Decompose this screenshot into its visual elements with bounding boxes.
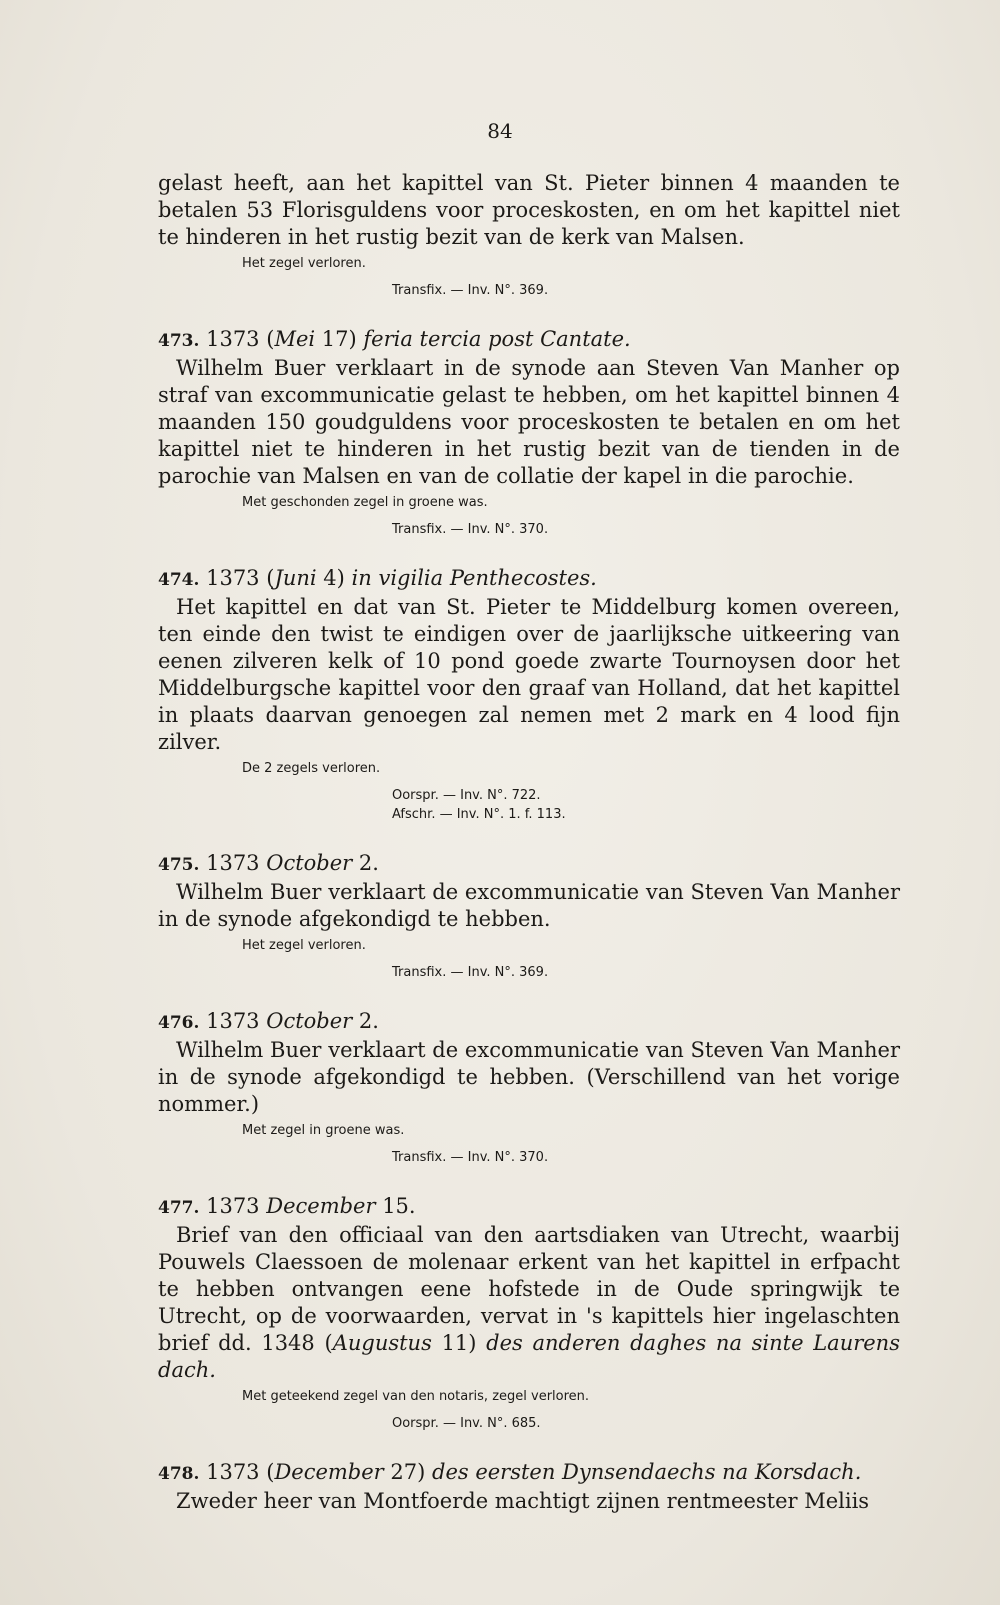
date-month: December [274, 1460, 384, 1484]
entry-476 [158, 1008, 900, 1167]
entry-year: 1373 [206, 327, 260, 351]
entry-text: Zweder heer van Montfoerde machtigt zijnen rentmeester Meliis [176, 1489, 870, 1513]
entry-year: 1373 [206, 851, 260, 875]
feast-day: in vigilia Penthecostes. [351, 566, 597, 590]
date-month: December [266, 1194, 376, 1218]
archive-reference: Transfix. — Inv. N°. 369. [392, 965, 549, 980]
content-column [158, 170, 900, 1515]
entry-number: 473. [158, 331, 200, 351]
entry-text: Het kapittel en dat van St. Pieter te Middelburg komen overeen, ten einde den twist te eindigen over de jaarlijksche uitkeering van eenen zilveren kelk of 10 pond goede zwarte Tournoysen door het Middelburgsche kapittel voor den graaf van Holland, dat het kapittel in plaats daarvan genoegen zal nemen met 2 mark en 4 lood fijn zilver. [158, 595, 900, 754]
date-month: October [266, 851, 353, 875]
page-number: 84 [487, 119, 513, 143]
entry-474 [158, 565, 900, 824]
date-month: Augustus [332, 1331, 432, 1355]
date-month: Juni [274, 566, 317, 590]
date-day: 15. [375, 1194, 416, 1218]
date-day: 17) [315, 327, 357, 351]
entry-477 [158, 1193, 900, 1433]
entry-heading [158, 1193, 900, 1222]
date-day: 27) [383, 1460, 426, 1484]
feast-day: feria tercia post Cantate. [363, 327, 631, 351]
entry-475 [158, 850, 900, 982]
intro-block [158, 170, 900, 300]
entry-number: 474. [158, 570, 200, 590]
date-month: Mei [274, 327, 316, 351]
entry-heading [158, 326, 900, 355]
date-day: 2. [352, 1009, 379, 1033]
archive-reference: Afschr. — Inv. N°. 1. f. 113. [392, 807, 566, 822]
seal-note: Met geteekend zegel van den notaris, zegel verloren. [242, 1389, 590, 1404]
date-day: 4) [316, 566, 345, 590]
entry-year: 1373 [206, 1460, 260, 1484]
entry-number: 478. [158, 1464, 200, 1484]
entry-number: 477. [158, 1198, 200, 1218]
seal-note: Met geschonden zegel in groene was. [242, 495, 488, 510]
archive-reference: Transfix. — Inv. N°. 370. [392, 522, 549, 537]
entry-year: 1373 [206, 1194, 260, 1218]
archive-reference: Oorspr. — Inv. N°. 722. [392, 788, 541, 803]
date-open: ( [324, 1331, 333, 1355]
entry-year: 1373 [206, 566, 260, 590]
seal-note: Het zegel verloren. [242, 938, 366, 953]
feast-day: des anderen daghes na sinte Laurens dach. [158, 1331, 900, 1382]
seal-note: Met zegel in groene was. [242, 1123, 405, 1138]
entry-478 [158, 1459, 900, 1515]
entry-text-body: Brief van den officiaal van den aartsdiaken van Utrecht, waarbij Pouwels Claessoen de molenaar erkent van het kapittel in erfpacht te hebben ontvangen eene hofstede in de Oude springwijk te Utrecht, op de voorwaarden, vervat in 's kapittels hier ingelaschten brief dd. 1348 [158, 1223, 900, 1355]
feast-day: des eersten Dynsendaechs na Korsdach. [432, 1460, 862, 1484]
date-open: ( [266, 327, 275, 351]
entry-text: Wilhelm Buer verklaart de excommunicatie van Steven Van Manher in de synode afgekondigd te hebben. (Verschillend van het vorige nommer.) [158, 1038, 900, 1116]
entry-heading [158, 1459, 900, 1488]
date-open: ( [266, 1460, 275, 1484]
entry-heading [158, 565, 900, 594]
date-day: 2. [352, 851, 379, 875]
entry-number: 476. [158, 1013, 200, 1033]
archive-reference: Transfix. — Inv. N°. 370. [392, 1150, 549, 1165]
entry-text: Wilhelm Buer verklaart de excommunicatie van Steven Van Manher in de synode afgekondigd te hebben. [158, 880, 900, 931]
intro-text: gelast heeft, aan het kapittel van St. Pieter binnen 4 maanden te betalen 53 Florisguldens voor proceskosten, en om het kapittel niet te hinderen in het rustig bezit van de kerk van Malsen. [158, 171, 900, 249]
archive-reference: Transfix. — Inv. N°. 369. [392, 283, 549, 298]
date-month: October [266, 1009, 353, 1033]
entry-heading [158, 1008, 900, 1037]
date-open: ( [266, 566, 275, 590]
entry-heading [158, 850, 900, 879]
entry-473 [158, 326, 900, 539]
entry-text [158, 1222, 900, 1384]
entry-number: 475. [158, 855, 200, 875]
seal-note: De 2 zegels verloren. [242, 761, 381, 776]
entry-text: Wilhelm Buer verklaart in de synode aan Steven Van Manher op straf van excommunicatie gelast te hebben, om het kapittel binnen 4 maanden 150 goudguldens voor proceskosten te betalen en om het kapittel niet te hinderen in het rustig bezit van de tienden in de parochie van Malsen en van de collatie der kapel in die parochie. [158, 356, 900, 488]
entry-year: 1373 [206, 1009, 260, 1033]
seal-note: Het zegel verloren. [242, 256, 366, 271]
archive-reference: Oorspr. — Inv. N°. 685. [392, 1416, 541, 1431]
date-day: 11) [431, 1331, 487, 1355]
